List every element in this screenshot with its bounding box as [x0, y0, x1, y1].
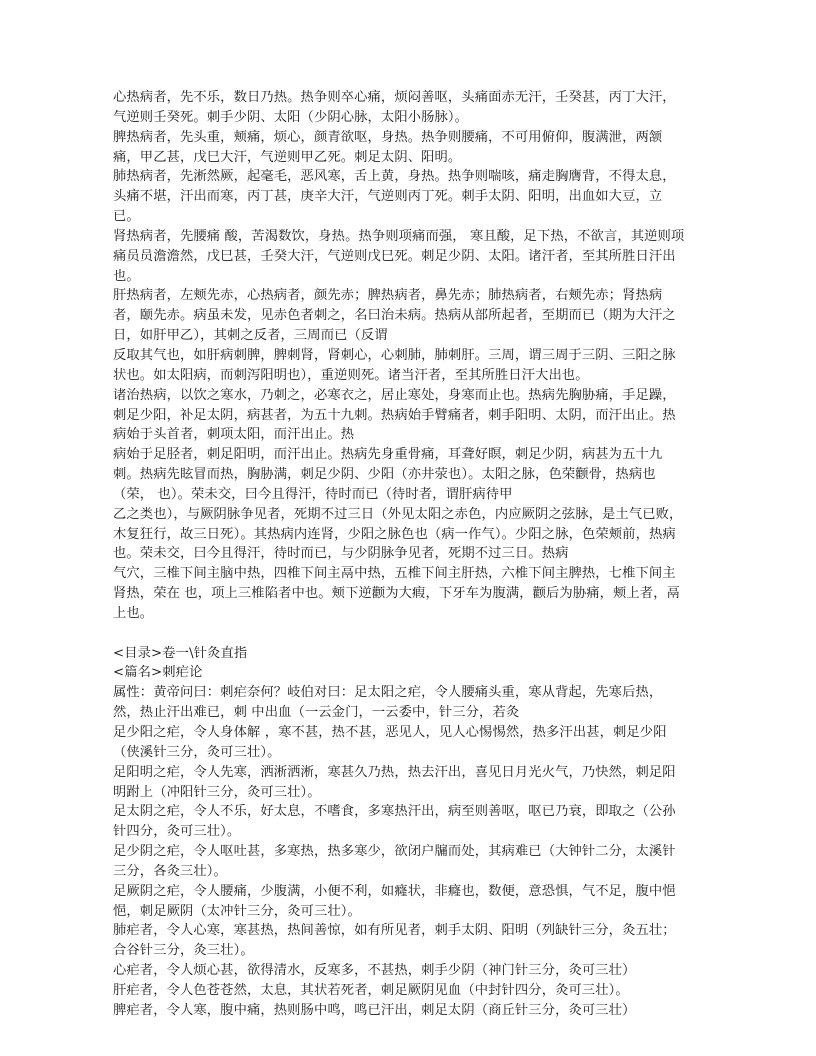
- body-paragraph: 肝热病者，左颊先赤，心热病者，颜先赤；脾热病者，鼻先赤；肺热病者，右颊先赤；肾热病者，颐先赤。病虽未发，见赤色者刺之，名曰治未病。热病从部所起者，至期而已（期为大汗之日，如肝甲乙），其刺之反者，三周而已（反谓: [113, 288, 676, 344]
- body-paragraph: 足厥阴之疟，令人腰痛，少腹满，小便不利，如癃状，非癃也，数便，意恐惧，气不足，腹中悒悒，刺足厥阴（太冲针三分，灸可三壮）。: [113, 883, 676, 919]
- body-paragraph: 脾疟者，令人寒，腹中痛，热则肠中鸣，鸣已汗出，刺足太阴（商丘针三分，灸可三壮）: [113, 1002, 636, 1018]
- body-paragraph: 足阳明之疟，令人先寒，洒淅洒淅，寒甚久乃热，热去汗出，喜见日月光火气，乃快然，刺足阳明跗上（冲阳针三分，灸可三壮）。: [113, 764, 676, 800]
- body-paragraph: 肾热病者，先腰痛 酸，苦渴数饮，身热。热争则项痛而强， 寒且酸，足下热，不欲言，其逆则项痛员员澹澹然，戊巳甚，壬癸大汗，气逆则戊巳死。刺足少阴、太阳。诸汗者，至其所胜日汗出也。: [113, 228, 685, 284]
- body-paragraph: 肝疟者，令人色苍苍然，太息，其状若死者，刺足厥阴见血（中封针四分，灸可三壮）。: [113, 982, 629, 998]
- body-paragraph: 心热病者，先不乐，数日乃热。热争则卒心痛，烦闷善呕，头痛面赤无汗，壬癸甚，丙丁大汗，气逆则壬癸死。刺手少阴、太阳（少阴心脉，太阳小肠脉）。: [113, 90, 676, 125]
- body-paragraph: 属性：黄帝问曰：刺疟奈何？岐伯对曰：足太阳之疟，令人腰痛头重，寒从背起，先寒后热， 然，热止汗出难已，刺 中出血（一云金门，一云委中，针三分，若灸: [113, 685, 667, 721]
- paragraph-spacer: [113, 624, 686, 644]
- body-paragraph: 乙之类也），与厥阴脉争见者，死期不过三日（外见太阳之赤色，内应厥阴之弦脉，是土气已败，木复狂行，故三日死）。其热病内连肾，少阳之脉色也（病一作气）。少阳之脉，色荣颊前，热病也。荣未交，曰今且得汗，待时而已，与少阴脉争见者，死期不过三日。热病: [113, 506, 683, 562]
- body-paragraph: 诸治热病，以饮之寒水，乃刺之，必寒衣之，居止寒处，身寒而止也。热病先胸胁痛，手足躁，刺足少阳，补足太阴，病甚者，为五十九刺。热病始手臂痛者，刺手阳明、太阴，而汗出止。热病始于头首者，刺项太阳，而汗出止。热: [113, 387, 676, 443]
- toc-marker: <目录>卷一\针灸直指: [113, 645, 248, 661]
- body-paragraph: 足太阴之疟，令人不乐，好太息，不嗜食，多寒热汗出，病至则善呕，呕已乃衰，即取之（公孙针四分，灸可三壮）。: [113, 804, 676, 840]
- chapter-title-marker: <篇名>刺疟论: [113, 665, 203, 681]
- body-paragraph: 肺热病者，先淅然厥，起毫毛，恶风寒，舌上黄，身热。热争则喘咳，痛走胸膺背，不得太息，头痛不堪，汗出而寒，丙丁甚，庚辛大汗，气逆则丙丁死。刺手太阴、阳明，出血如大豆，立已。: [113, 169, 676, 225]
- body-paragraph: 心疟者，令人烦心甚，欲得清水，反寒多，不甚热，刺手少阴（神门针三分，灸可三壮）: [113, 963, 636, 979]
- body-paragraph: 脾热病者，先头重，颊痛，烦心，颜青欲呕，身热。热争则腰痛，不可用俯仰，腹满泄，两颔痛，甲乙甚，戊巳大汗，气逆则甲乙死。刺足太阴、阳明。: [113, 129, 663, 165]
- body-paragraph: 反取其气也，如肝病刺脾，脾刺肾，肾刺心，心刺肺，肺刺肝。三周，谓三周于三阴、三阳之脉状也。如太阳病，而刺泻阳明也），重逆则死。诸当汗者，至其所胜日汗大出也。: [113, 347, 676, 383]
- body-paragraph: 足少阳之疟，令人身体解 ，寒不甚，热不甚，恶见人，见人心惕惕然，热多汗出甚，刺足少阳（侠溪针三分，灸可三壮）。: [113, 725, 667, 760]
- document-text-body: [113, 88, 686, 1021]
- body-paragraph: 病始于足胫者，刺足阳明，而汗出止。热病先身重骨痛，耳聋好瞑，刺足少阴，病甚为五十九刺。热病先眩冒而热，胸胁满，刺足少阴、少阳（亦井荥也）。太阳之脉，色荣颧骨，热病也（荣， 也）。荣未交，曰今且得汗，待时而已（待时者，谓肝病待甲: [113, 447, 663, 502]
- body-paragraph: 气穴，三椎下间主脑中热，四椎下间主鬲中热，五椎下间主肝热，六椎下间主脾热，七椎下间主肾热，荣在 也，项上三椎陷者中也。颊下逆颧为大瘕，下牙车为腹满，颧后为胁痛，颊上者，鬲上也。: [113, 566, 680, 621]
- body-paragraph: 足少阴之疟，令人呕吐甚，多寒热，热多寒少，欲闭户牖而处，其病难已（大钟针二分，太溪针三分，各灸三壮）。: [113, 844, 676, 879]
- body-paragraph: 肺疟者，令人心寒，寒甚热，热间善惊，如有所见者，刺手太阴、阳明（列缺针三分，灸五壮；合谷针三分，灸三壮）。: [113, 923, 676, 959]
